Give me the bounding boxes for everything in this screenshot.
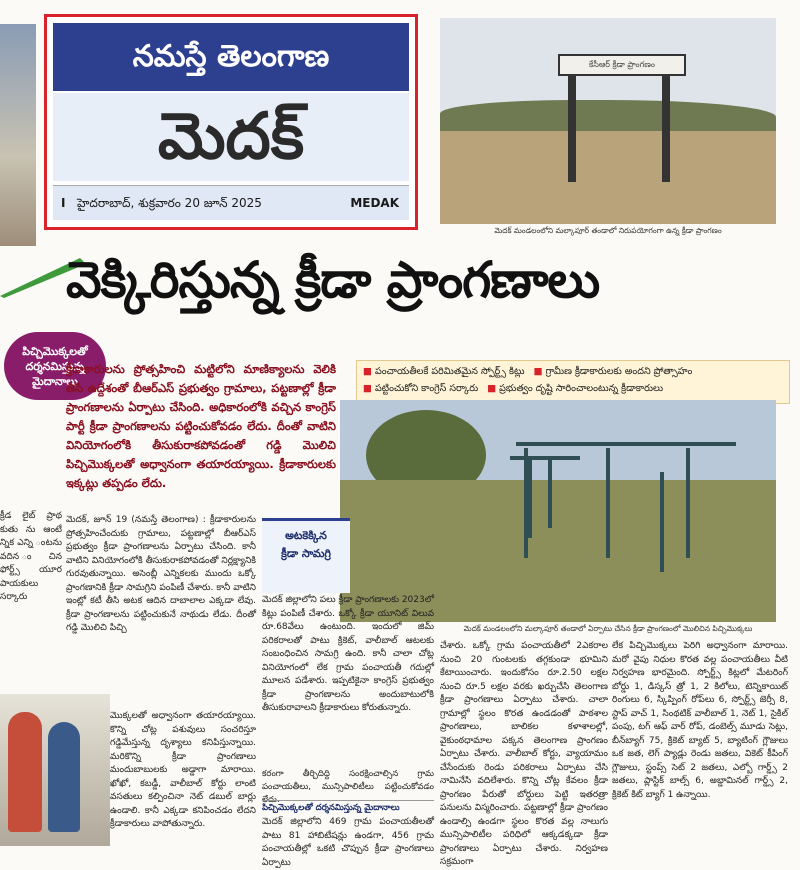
highlights-box — [356, 360, 790, 404]
subheading: పిచ్చిమొక్కలతో దర్శనమిస్తున్న మైదానాలు — [262, 800, 434, 815]
article-column-partial: క్రీడ లైబ్ ప్రాథ కుతు ను ఆంటే న్నిక ఎన్ని ంటను వదిన ంచిన ఫోర్ట్స్ యూర పాయకులు సర్కారు — [0, 511, 62, 602]
stadium-arch-photo — [440, 18, 776, 224]
edition-title: మెదక్ — [53, 93, 409, 181]
left-edge-photo — [0, 24, 36, 246]
paper-name: నమస్తే తెలంగాణ — [53, 23, 409, 91]
sidebar-title: అటకెక్కిన — [285, 529, 327, 542]
photo-caption: మెదక్ మండలంలోని మల్కాపూర్ తండాలో ఏర్పాటు చేసిన క్రీడా ప్రాంగణంలో మొలిచిన పిచ్చిమొక్కలు — [463, 624, 753, 633]
masthead — [44, 14, 418, 230]
article-column: చేశారు. ఒక్కో గ్రామ పంచాయతీలో 2ఎకరాల నుంచి 20 గుంటలకు తగ్గకుండా భూమిని కేటాయించారు. ఇందుకోసం రూ.2.50 లక్షల నుంచి రూ.5 లక్షల వరకు ఖర్చుచేసి తెలంగాణ క్రీడా ప్రాంగణాలు ఏర్పాటు చేశారు. చాలా గ్రామాల్లో స్థలం కొరత ఉండడంతో పాఠశాల ప్రాంగణాలు, బాలికల కళాశాలల్లో, వైకుంఠధామాల పక్కన తెలంగాణ ప్రాంగణం ఏర్పాటు చేశారు. వాలీబాల్ కోర్టు, వ్యాయామం చేసేందుకు రెండు పరికరాలు ఏర్పాటు చేసి నామినేసి వదిలేశారు. కొన్ని చోట్ల కేవలం క్రీడా ప్రాంగణం పేరుతో బోర్డులు పెట్టి ఇతరత్రా పనులను విస్మరించారు. పట్టణాల్లో క్రీడా ప్రాంగణం ఉండాల్సి ఉండగా స్థలం కొరత వల్ల నాలుగు మున్సిపాలిటీల పరిధిలో ఆక్కడక్కడా క్రీడా ప్రాంగణాలు ఏర్పాటు చేశారు. నిర్వహణ సక్రమంగా — [440, 641, 608, 867]
article-column: మెదక్ జిల్లాలోని పలు క్రీడా ప్రాంగణాలకు 2023లో కిట్లు పంపిణీ చేశారు. ఒక్కో క్రీడా యూనిట్ విలువ రూ.68వేలు ఉంటుంది. ఇందులో జిమ్ పరికరాలతో పాటు క్రికెట్, వాలీబాల్ ఆటలకు సంబంధించిన సామగ్రి ఉంది. కానీ చాలా చోట్ల వినియోగంలో లేక గ్రామ పంచాయతీ గదుల్లో మూలన పడేశారు. ఇప్పటికైనా కాంగ్రెస్ ప్రభుత్వం క్రీడా ప్రాంగణాలను అందుబాటులోకి తీసుకురావాలని క్రీడాకారులు కోరుతున్నారు. — [262, 595, 434, 713]
highlight-item: ■ పంచాయతీలకే పరిమితమైన స్పోర్ట్స్ కిట్లు — [363, 366, 525, 377]
article-column: మెదక్, జూన్ 19 (నమస్తే తెలంగాణ) : క్రీడాకారులను ప్రోత్సహించేందుకు గ్రామాలు, పట్టణాల్లో బీఆర్ఎస్ ప్రభుత్వం క్రీడా ప్రాంగణాలను ఏర్పాటు చేసింది. కానీ వాటిని వినియోగంలోకి తీసుకురాకపోవడంతో నిర్లక్ష్యానికి గురవుతున్నాయి. అసెంబ్లీ ఎన్నికలకు ముందు ఒక్కో ప్రాంగణానికి క్రీడా సామగ్రిని పంపిణీ చేశారు. కానీ వాటిని ఇంట్లో కటీ తీసి అటక ఆదిన దాబాలాల ఎక్కడా లేవు. క్రీడా ప్రాంగణాలను పట్టించుకునే నాథుడు లేడు. దీంతో గడ్డి మొలిచి పిచ్చి — [66, 515, 256, 633]
article-column: లేక పిచ్చిమొక్కలు పెరిగి అధ్వానంగా మారాయి. మరో వైపు నిధుల కొరత వల్ల పంచాయతీలు వీటి నిర్వహణ భారమైంది. స్పోర్ట్స్ కిట్లలో మేటరింగ్ బోర్డు 1, డిస్కస్ త్రో 1, 2 కిలోలు, టెన్నికాయిట్ రింగులు 6, స్కిప్పింగ్ రోప్‌లు 6, స్పోర్ట్స్ జెర్సీ 8, స్టాప్ వాచ్ 1, సింథటిక్ వాలీబాల్ 1, నెట్ 1, సైకిల్ పంపు, టగ్ ఆఫ్ వార్ రోప్, డంబెల్స్ మూడు సెట్లు, బీన్‌బ్యాగ్ 75, క్రికెట్ బ్యాట్ 5, బ్యాటింగ్ గ్లౌజులు ఒక జత, లెగ్ ప్యాడ్లు రెండు జతలు, వికెట్ కీపింగ్ గ్లౌజులు, స్టంప్స్ సెట్ 2 జతలు, ఎల్బో గార్డ్స్ 2 జతలు, ప్లాస్టిక్ బాల్స్ 6, అబ్డామినల్ గార్డ్స్ 2, క్రికెట్ కిట్ బ్యాగ్ 1 ఉన్నాయి. — [612, 641, 788, 800]
article-column: మెదక్ జిల్లాలోని 469 గ్రామ పంచాయతీలతో పాటు 81 హాబిటేషన్లు ఉండగా, 456 గ్రామ పంచాయతీల్లో ఒకటి చొప్పున క్రీడా ప్రాంగణాలు ఏర్పాటు — [262, 817, 434, 868]
person-figure — [8, 712, 42, 832]
date-line: హైదరాబాద్, శుక్రవారం 20 జూన్ 2025 — [77, 196, 262, 210]
sidebar-title: క్రీడా సామగ్రి — [281, 547, 331, 560]
highlight-item: ■ ప్రభుత్వం దృష్టి సారించాలంటున్న క్రీడాకారులు — [487, 383, 664, 394]
article-column: మొక్కలతో అధ్వానంగా తయారయ్యాయి. కొన్ని చోట్ల పశువులు సంచరిస్తూ గడ్డిమేస్తున్న దృశ్యాలు కనిపిస్తున్నాయి. మరికొన్ని క్రీడా ప్రాంగణాలు మందుబాబులకు అడ్డాగా మారాయి. ఖోఖో, కబడ్డీ, వాలీబాల్ కోర్టు లాంటి వసతులు కల్పించినా నెట్ డబుల్ బార్లు ఉండాలి. కానీ ఎక్కడా కనిపించడం లేదని క్రీడాకారులు వాపోతున్నారు. — [110, 711, 256, 829]
highlight-item: ■ గ్రామీణ క్రీడాకారులకు అందని ప్రోత్సాహం — [533, 366, 693, 377]
photo-caption: మెదక్ మండలంలోని మల్కాపూర్ తండాలో నిరుపయోగంగా ఉన్న క్రీడా ప్రాంగణం — [494, 226, 722, 235]
highlight-item: ■ పట్టించుకోని కాంగ్రెస్ సర్కారు — [363, 383, 479, 394]
arch-sign: కేసీఆర్ క్రీడా ప్రాంగణం — [558, 54, 686, 76]
date-row — [53, 185, 409, 220]
badge-line: పిచ్చిమొక్కలతో — [22, 344, 88, 358]
sidebar-box — [262, 518, 350, 593]
badge-line: మైదానాలు — [32, 374, 78, 388]
region-label: MEDAK — [350, 196, 399, 210]
badge-line: దర్శనమిస్తున్న — [25, 359, 85, 373]
person-figure — [48, 722, 80, 832]
overgrown-ground-photo — [340, 400, 776, 622]
issue-number: I — [61, 196, 66, 210]
intro-paragraph: క్రీడాకారులను ప్రోత్సహించి మట్టిలోని మాణిక్యాలను వెలికి తీసే ఉద్దేశంతో బీఆర్ఎస్ ప్రభుత్వం గ్రామాలు, పట్టణాల్లో క్రీడా ప్రాంగణాలను ఏర్పాటు చేసింది. అధికారంలోకి వచ్చిన కాంగ్రెస్ పార్టీ క్రీడా ప్రాంగణాలను పట్టించుకోవడం లేదు. దీంతో వాటిని వినియోగంలోకి తీసుకురాకపోవడంతో గడ్డి మొలిచి పిచ్చిమొక్కలతో అధ్వానంగా తయారయ్యాయి. క్రీడాకారులకు ఇక్కట్లు తప్పడం లేదు. — [66, 362, 336, 490]
article-column: కరంగా తీర్చిదిద్ది సంరక్షించాల్సిన గ్రామ పంచాయతీలు, మున్సిపాలిటీలు పట్టించుకోవడం లేదు. — [262, 769, 434, 805]
headline: వెక్కిరిస్తున్న క్రీడా ప్రాంగణాలు — [66, 250, 600, 309]
